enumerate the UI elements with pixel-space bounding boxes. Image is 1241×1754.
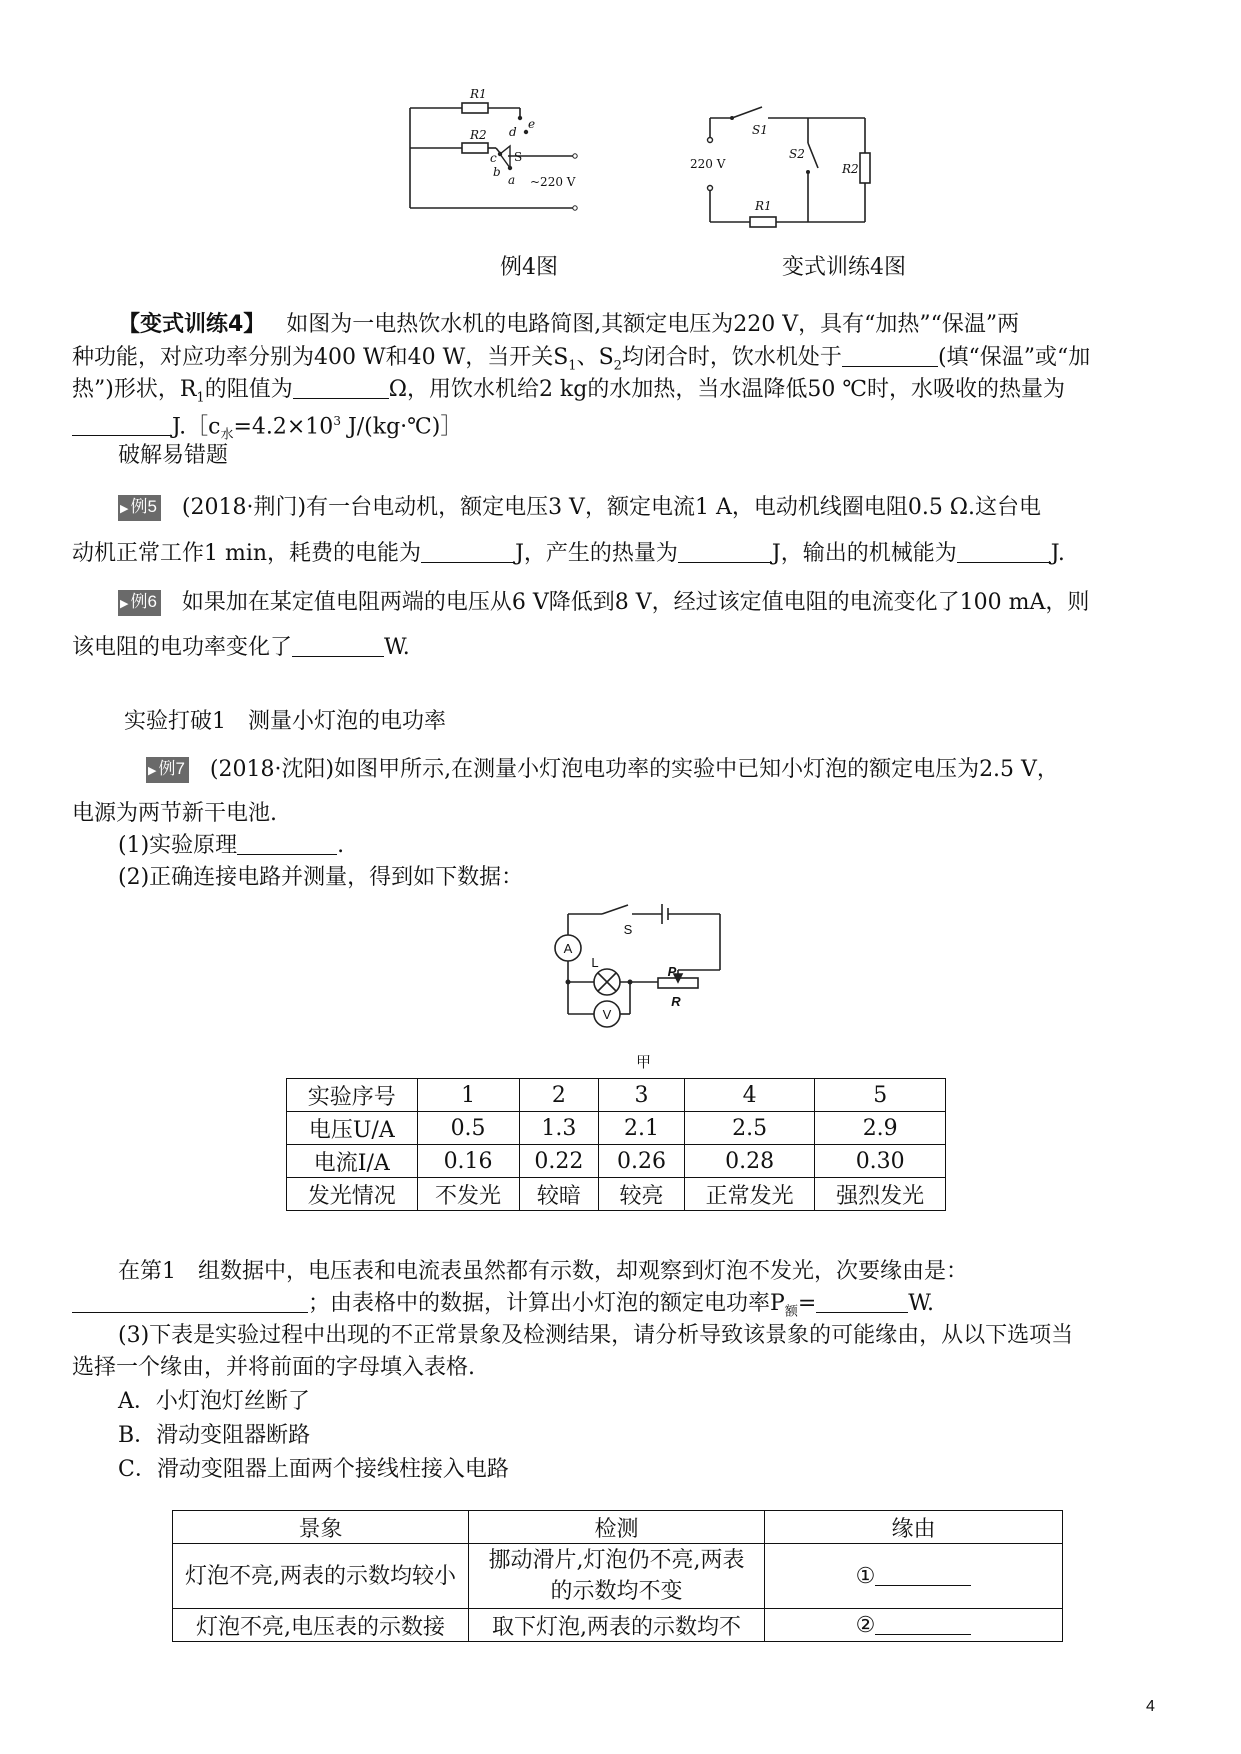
variant4-line3: 热”)形状，$R_1$的阻值为 Ω，用饮水机给2 kg的水加热，当水温降低50 ℃时，水吸收的热量为: [72, 377, 1065, 406]
example6-line2: 该电阻的电功率变化了 W.: [72, 635, 410, 660]
label-s2: S2: [789, 147, 805, 161]
variant4-line1: 【变式训练4】 如图为一电热饮水机的电路简图,其额定电压为220 V，具有“加热”“保温”两: [118, 312, 1020, 337]
answer-blank[interactable]: [421, 542, 515, 563]
table-cell: 发光情况: [287, 1178, 418, 1211]
phenomenon-cell: 灯泡不亮,两表的示数均较小: [173, 1544, 469, 1609]
data-table: [286, 1078, 946, 1211]
after-table-line2: ；由表格中的数据，计算出小灯泡的额定电功率$P_额= W$.: [72, 1288, 934, 1327]
label-c: c: [490, 151, 497, 165]
example5-line2: 动机正常工作1 min，耗费的电能为 J，产生的热量为 J，输出的机械能为 J.: [72, 541, 1065, 566]
answer-blank[interactable]: [678, 542, 772, 563]
example5-line1: ▶ 例5 (2018·荆门)有一台电动机，额定电压3 V，额定电流1 A，电动机线圈电阻0.5 Ω.这台电: [118, 492, 1041, 523]
header-cell: 景象: [173, 1511, 469, 1544]
answer-blank[interactable]: [237, 834, 337, 855]
option-b: B．滑动变阻器断路: [118, 1423, 311, 1448]
variant4-tag: 【变式训练4】: [118, 312, 266, 337]
q3-line1: (3)下表是实验过程中出现的不正常景象及检测结果，请分析导致该景象的可能缘由，从以下选项当: [118, 1323, 1074, 1348]
label-r2: R2: [842, 162, 859, 176]
label-a: a: [508, 173, 516, 187]
page-number: 4: [1146, 1698, 1155, 1715]
figure-jia-caption: 甲: [636, 1053, 652, 1071]
label-s1: S1: [752, 123, 768, 137]
table-cell: 2.9: [815, 1112, 946, 1145]
label-e: e: [528, 117, 536, 131]
header-cell: 缘由: [765, 1511, 1063, 1544]
option-c: C．滑动变阻器上面两个接线柱接入电路: [118, 1457, 509, 1482]
table-cell: 实验序号: [287, 1079, 418, 1112]
figure-jia-circuit: [550, 902, 730, 1047]
example7-q2: (2)正确连接电路并测量，得到如下数据：: [118, 865, 524, 890]
label-220v: ~220 V: [530, 175, 576, 189]
table-cell: 2.5: [684, 1112, 815, 1145]
example5-tag: ▶ 例5: [118, 495, 161, 521]
table-row: [173, 1544, 1063, 1609]
table-cell: 0.30: [815, 1145, 946, 1178]
table-cell: 2.1: [599, 1112, 685, 1145]
switch-label: S: [623, 922, 633, 937]
label-r1: R1: [470, 88, 487, 101]
example7-line2: 电源为两节新干电池.: [72, 801, 277, 826]
table-cell: 电压U/A: [287, 1112, 418, 1145]
table-cell: 2: [519, 1079, 599, 1112]
table-header-row: [287, 1079, 946, 1112]
answer-blank[interactable]: [875, 1614, 971, 1635]
lamp-label: L: [591, 955, 599, 970]
reason-cell: ①: [765, 1544, 1063, 1609]
label-b: b: [493, 165, 501, 179]
answer-blank[interactable]: [842, 346, 938, 367]
reason-cell: ②: [765, 1609, 1063, 1642]
table-row: [287, 1145, 946, 1178]
phenomenon-cell: 灯泡不亮,电压表的示数接: [173, 1609, 469, 1642]
detection-cell: 挪动滑片,灯泡仍不亮,两表的示数均不变: [469, 1544, 765, 1609]
label-d: d: [509, 125, 517, 139]
answer-blank[interactable]: [816, 1292, 908, 1313]
after-table-line1: 在第1 组数据中，电压表和电流表虽然都有示数，却观察到灯泡不发光，次要缘由是：: [118, 1259, 968, 1284]
section-experiment-heading: 实验打破1 测量小灯泡的电功率: [124, 709, 446, 734]
table-cell: 4: [684, 1079, 815, 1112]
example6-tag: ▶ 例6: [118, 590, 161, 616]
table-row: [287, 1178, 946, 1211]
q3-line2: 选择一个缘由，并将前面的字母填入表格.: [72, 1355, 475, 1380]
variant4-caption: 变式训练4图: [782, 255, 906, 280]
example4-circuit-diagram: [400, 88, 610, 238]
table-cell: 0.28: [684, 1145, 815, 1178]
detection-cell: 取下灯泡,两表的示数均不: [469, 1609, 765, 1642]
variant4-circuit-diagram: [690, 98, 880, 243]
table-cell: 0.22: [519, 1145, 599, 1178]
table-cell: 0.16: [417, 1145, 519, 1178]
header-cell: 检测: [469, 1511, 765, 1544]
table-cell: 0.26: [599, 1145, 685, 1178]
example7-tag: ▶ 例7: [146, 757, 189, 783]
answer-blank[interactable]: [72, 1292, 308, 1313]
slider-label: P: [667, 964, 677, 979]
ammeter-label: A: [563, 941, 573, 956]
table-cell: 3: [599, 1079, 685, 1112]
table-header-row: [173, 1511, 1063, 1544]
voltmeter-label: V: [602, 1007, 612, 1022]
option-a: A．小灯泡灯丝断了: [118, 1389, 310, 1414]
answer-blank[interactable]: [875, 1565, 971, 1586]
label-s: S: [514, 150, 523, 164]
table-cell: 电流I/A: [287, 1145, 418, 1178]
table-cell: 5: [815, 1079, 946, 1112]
example7-line1: ▶ 例7 (2018·沈阳)如图甲所示,在测量小灯泡电功率的实验中已知小灯泡的额定电压为2.5 V，: [146, 754, 1059, 785]
table-cell: 不发光: [417, 1178, 519, 1211]
table-cell: 较亮: [599, 1178, 685, 1211]
answer-blank[interactable]: [293, 378, 389, 399]
table-row: [173, 1609, 1063, 1642]
table-cell: 强烈发光: [815, 1178, 946, 1211]
table-cell: 较暗: [519, 1178, 599, 1211]
answer-blank[interactable]: [292, 636, 384, 657]
example7-q1: (1)实验原理 .: [118, 833, 345, 858]
label-220v: 220 V: [690, 157, 726, 171]
rheostat-label: R: [671, 994, 681, 1009]
variant4-line2: 种功能，对应功率分别为400 W和40 W，当开关$S_1$、$S_2$均闭合时，饮水机处于 (填“保温”或“加: [72, 345, 1091, 374]
table-cell: 0.5: [417, 1112, 519, 1145]
example6-line1: ▶ 例6 如果加在某定值电阻两端的电压从6 V降低到8 V，经过该定值电阻的电流变化了100 mA，则: [118, 587, 1089, 618]
table-cell: 正常发光: [684, 1178, 815, 1211]
label-r2: R2: [470, 128, 487, 142]
variant4-line4: $J.[c_水=4.2\times 10^3$ J/(kg·℃)］: [72, 406, 462, 451]
answer-blank[interactable]: [72, 415, 172, 436]
answer-blank[interactable]: [957, 542, 1051, 563]
label-r1: R1: [755, 199, 772, 213]
table-cell: 1: [417, 1079, 519, 1112]
section-mistakes-heading: 破解易错题: [118, 443, 229, 468]
table-cell: 1.3: [519, 1112, 599, 1145]
phenomenon-table: [172, 1510, 1063, 1642]
table-row: [287, 1112, 946, 1145]
